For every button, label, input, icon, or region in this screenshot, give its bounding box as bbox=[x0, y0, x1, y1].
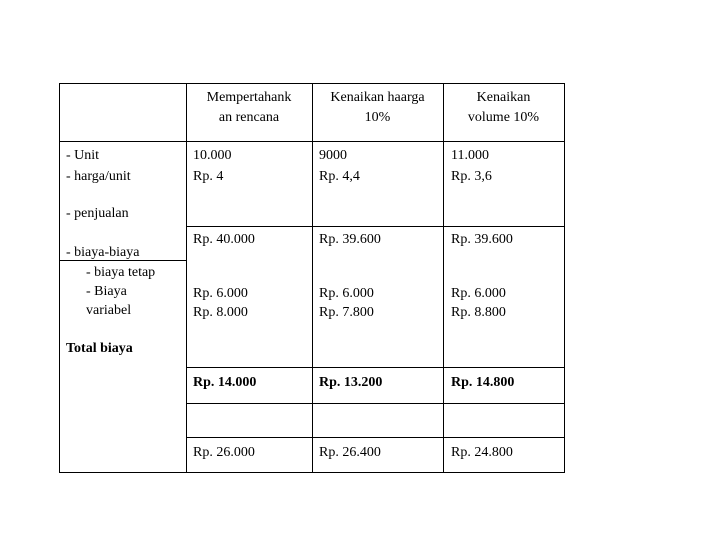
cell-col3-unit: 11.000 bbox=[451, 148, 489, 163]
table-border-bottom bbox=[59, 472, 565, 473]
cell-col2-biaya-tetap: Rp. 6.000 bbox=[319, 286, 374, 301]
cell-col1-penjualan: Rp. 40.000 bbox=[193, 232, 255, 247]
label-penjualan: - penjualan bbox=[66, 206, 129, 221]
cell-col3-last: Rp. 24.800 bbox=[451, 445, 513, 460]
row-divider-1 bbox=[186, 226, 565, 227]
cell-col2-total-biaya: Rp. 13.200 bbox=[319, 375, 383, 390]
header-divider bbox=[59, 141, 565, 142]
cell-col2-last: Rp. 26.400 bbox=[319, 445, 381, 460]
header-col1-line2: an rencana bbox=[218, 110, 280, 125]
row-divider-3 bbox=[186, 367, 565, 368]
cell-col1-total-biaya: Rp. 14.000 bbox=[193, 375, 257, 390]
cell-col2-biaya-variabel: Rp. 7.800 bbox=[319, 305, 374, 320]
cell-col1-last: Rp. 26.000 bbox=[193, 445, 255, 460]
row-divider-5 bbox=[186, 437, 565, 438]
cell-col3-biaya-tetap: Rp. 6.000 bbox=[451, 286, 506, 301]
label-biaya-biaya: - biaya-biaya bbox=[66, 245, 140, 260]
cell-col1-harga-unit: Rp. 4 bbox=[193, 169, 224, 184]
cell-col1-unit: 10.000 bbox=[193, 148, 232, 163]
cell-col2-harga-unit: Rp. 4,4 bbox=[319, 169, 360, 184]
row-divider-4 bbox=[186, 403, 565, 404]
header-col1-line1: Mempertahank bbox=[206, 90, 292, 105]
header-col2-line1: Kenaikan haarga bbox=[330, 90, 425, 105]
cell-col3-biaya-variabel: Rp. 8.800 bbox=[451, 305, 506, 320]
cell-col3-harga-unit: Rp. 3,6 bbox=[451, 169, 492, 184]
header-col3-line2: volume 10% bbox=[467, 110, 540, 125]
label-biaya-variabel-2: variabel bbox=[86, 303, 132, 318]
label-unit: - Unit bbox=[66, 148, 100, 163]
cell-col3-penjualan: Rp. 39.600 bbox=[451, 232, 513, 247]
cell-col2-unit: 9000 bbox=[319, 148, 347, 163]
label-biaya-variabel-1: - Biaya bbox=[86, 284, 127, 299]
table-border-top bbox=[59, 83, 565, 84]
cell-col2-penjualan: Rp. 39.600 bbox=[319, 232, 381, 247]
header-col2-line2: 10% bbox=[364, 110, 391, 125]
label-harga-unit: - harga/unit bbox=[66, 169, 131, 184]
header-col3-line1: Kenaikan bbox=[476, 90, 531, 105]
cell-col3-total-biaya: Rp. 14.800 bbox=[451, 375, 515, 390]
label-total-biaya: Total biaya bbox=[66, 341, 133, 356]
label-biaya-tetap: - biaya tetap bbox=[86, 265, 156, 280]
cell-col1-biaya-tetap: Rp. 6.000 bbox=[193, 286, 248, 301]
cell-col1-biaya-variabel: Rp. 8.000 bbox=[193, 305, 248, 320]
